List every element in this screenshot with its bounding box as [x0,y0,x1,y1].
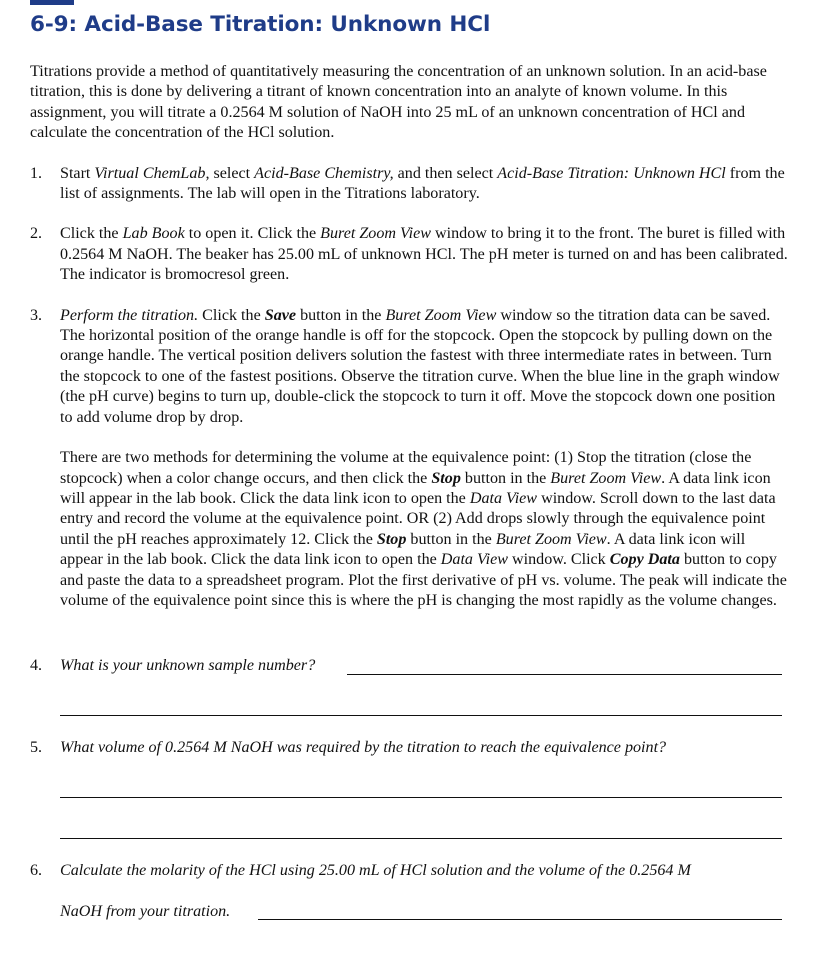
step-text-methods: There are two methods for determining the volume at the equivalence point: (1) Stop the titration (close the stopcock) when a color change occurs, and then click the Stop button in the Buret Zoom View. A data link icon will appear in the lab book. Click the data link icon to open the Data View window. Scroll down to the last data entry and record the volume at the equivalence point. OR (2) Add drops slowly through the equivalence point until the pH reaches approximately 12. Click the Stop button in the Buret Zoom View. A data link icon will appear in the lab book. Click the data link icon to open the Data View window. Click Copy Data button to copy and paste the data to a spreadsheet program. Plot the first derivative of pH vs. volume. The peak will indicate the volume of the equivalence point since this is where the pH is changing the most rapidly as the volume changes. [60,449,787,609]
question-text: What volume of 0.2564 M NaOH was required by the titration to reach the equivalence point? [60,739,667,756]
step-text: Start Virtual ChemLab, select Acid-Base Chemistry, and then select Acid-Base Titration: Unknown HCl from the list of assignments. The lab will open in the Titrations laboratory. [60,164,785,203]
step-number: 1. [30,164,43,182]
step-number: 6. [30,862,43,879]
header-accent-bar [30,0,74,5]
step-number: 2. [30,225,43,243]
answer-line-q4[interactable] [60,715,782,716]
page-title: 6-9: Acid-Base Titration: Unknown HCl [30,12,491,37]
assignment-body [30,62,790,631]
answer-line-q5-a[interactable] [60,797,782,798]
step-text: Click the Lab Book to open it. Click the Buret Zoom View window to bring it to the front. The buret is filled with 0.2564 M NaOH. The beaker has 25.00 mL of unknown HCl. The pH meter is turned on and has been calibrated. The indicator is bromocresol green. [60,225,788,284]
question-text: What is your unknown sample number? [60,657,316,674]
answer-line-q4-inline[interactable] [347,674,782,675]
answer-line-q5-b[interactable] [60,838,782,839]
step-3 [30,306,790,612]
step-number: 5. [30,739,43,756]
step-text: Perform the titration. Click the Save button in the Buret Zoom View window so the titration data can be saved. The horizontal position of the orange handle is off for the stopcock. Open the stopcock by pulling down on the orange handle. The vertical position delivers solution the fastest with three intermediate rates in between. Turn the stopcock to one of the fastest positions. Observe the titration curve. When the blue line in the graph window (the pH curve) begins to turn up, double-click the stopcock to turn it off. Move the stopcock down one position to add volume drop by drop. [60,306,780,426]
step-1 [30,164,790,205]
step-2 [30,224,790,285]
step-number: 4. [30,657,43,674]
intro-paragraph: Titrations provide a method of quantitatively measuring the concentration of an unknown solution. In an acid-base titration, this is done by delivering a titrant of known concentration into an analyte of known volume. In this assignment, you will titrate a 0.2564 M solution of NaOH into 25 mL of an unknown concentration of HCl and calculate the concentration of the HCl solution. [30,63,767,142]
step-number: 3. [30,306,43,324]
answer-line-q6[interactable] [258,919,782,920]
question-text-line2: NaOH from your titration. [60,903,231,920]
question-text: Calculate the molarity of the HCl using 25.00 mL of HCl solution and the volume of the 0.2564 M [60,862,691,879]
